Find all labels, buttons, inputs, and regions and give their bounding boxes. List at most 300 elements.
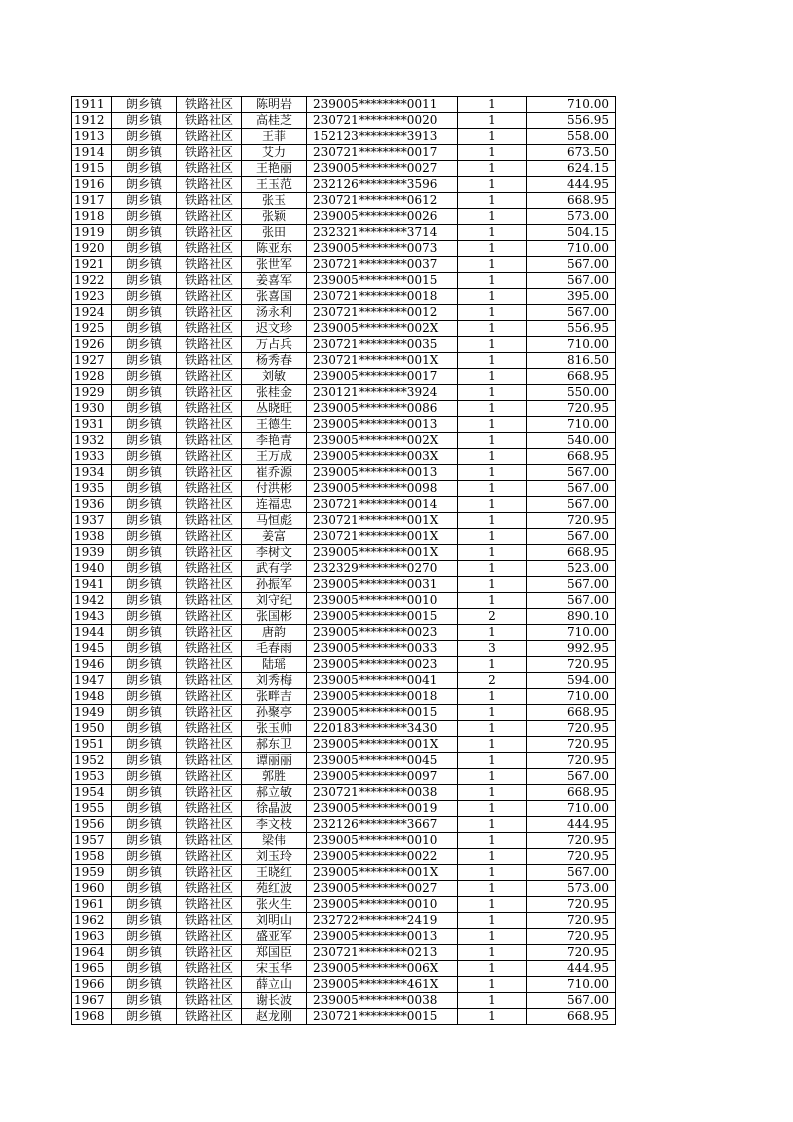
id-number-cell: 239005********0041 bbox=[307, 673, 458, 689]
town-cell: 朗乡镇 bbox=[112, 913, 177, 929]
person-name-cell: 陈亚东 bbox=[242, 241, 307, 257]
count-cell: 1 bbox=[458, 513, 527, 529]
id-number-cell: 230721********0020 bbox=[307, 113, 458, 129]
community-cell: 铁路社区 bbox=[177, 369, 242, 385]
count-cell: 1 bbox=[458, 865, 527, 881]
amount-cell: 720.95 bbox=[527, 721, 616, 737]
person-name-cell: 姜喜军 bbox=[242, 273, 307, 289]
id-number-cell: 239005********0023 bbox=[307, 657, 458, 673]
row-number-cell: 1933 bbox=[72, 449, 112, 465]
id-number-cell: 232722********2419 bbox=[307, 913, 458, 929]
table-row bbox=[72, 273, 616, 289]
roster-table bbox=[71, 96, 616, 1025]
id-number-cell: 230721********0037 bbox=[307, 257, 458, 273]
row-number-cell: 1951 bbox=[72, 737, 112, 753]
town-cell: 朗乡镇 bbox=[112, 417, 177, 433]
amount-cell: 720.95 bbox=[527, 657, 616, 673]
table-body bbox=[72, 97, 616, 1025]
town-cell: 朗乡镇 bbox=[112, 305, 177, 321]
amount-cell: 444.95 bbox=[527, 817, 616, 833]
amount-cell: 668.95 bbox=[527, 705, 616, 721]
person-name-cell: 李艳青 bbox=[242, 433, 307, 449]
count-cell: 1 bbox=[458, 993, 527, 1009]
amount-cell: 567.00 bbox=[527, 529, 616, 545]
community-cell: 铁路社区 bbox=[177, 577, 242, 593]
town-cell: 朗乡镇 bbox=[112, 625, 177, 641]
amount-cell: 573.00 bbox=[527, 881, 616, 897]
row-number-cell: 1923 bbox=[72, 289, 112, 305]
table-row bbox=[72, 609, 616, 625]
id-number-cell: 239005********0018 bbox=[307, 689, 458, 705]
amount-cell: 720.95 bbox=[527, 913, 616, 929]
town-cell: 朗乡镇 bbox=[112, 641, 177, 657]
id-number-cell: 239005********001X bbox=[307, 545, 458, 561]
amount-cell: 567.00 bbox=[527, 305, 616, 321]
town-cell: 朗乡镇 bbox=[112, 961, 177, 977]
row-number-cell: 1914 bbox=[72, 145, 112, 161]
row-number-cell: 1947 bbox=[72, 673, 112, 689]
amount-cell: 540.00 bbox=[527, 433, 616, 449]
amount-cell: 710.00 bbox=[527, 801, 616, 817]
id-number-cell: 239005********002X bbox=[307, 433, 458, 449]
amount-cell: 720.95 bbox=[527, 945, 616, 961]
row-number-cell: 1960 bbox=[72, 881, 112, 897]
community-cell: 铁路社区 bbox=[177, 801, 242, 817]
community-cell: 铁路社区 bbox=[177, 977, 242, 993]
amount-cell: 556.95 bbox=[527, 113, 616, 129]
person-name-cell: 陈明岩 bbox=[242, 97, 307, 113]
amount-cell: 710.00 bbox=[527, 97, 616, 113]
community-cell: 铁路社区 bbox=[177, 241, 242, 257]
town-cell: 朗乡镇 bbox=[112, 129, 177, 145]
count-cell: 1 bbox=[458, 353, 527, 369]
count-cell: 2 bbox=[458, 673, 527, 689]
amount-cell: 668.95 bbox=[527, 193, 616, 209]
table-row bbox=[72, 721, 616, 737]
table-row bbox=[72, 561, 616, 577]
amount-cell: 890.10 bbox=[527, 609, 616, 625]
row-number-cell: 1968 bbox=[72, 1009, 112, 1025]
count-cell: 1 bbox=[458, 929, 527, 945]
id-number-cell: 239005********0073 bbox=[307, 241, 458, 257]
table-row bbox=[72, 1009, 616, 1025]
table-row bbox=[72, 465, 616, 481]
community-cell: 铁路社区 bbox=[177, 449, 242, 465]
id-number-cell: 230721********0035 bbox=[307, 337, 458, 353]
id-number-cell: 239005********0015 bbox=[307, 705, 458, 721]
id-number-cell: 230721********001X bbox=[307, 353, 458, 369]
id-number-cell: 230721********0015 bbox=[307, 1009, 458, 1025]
table-row bbox=[72, 497, 616, 513]
person-name-cell: 刘秀梅 bbox=[242, 673, 307, 689]
community-cell: 铁路社区 bbox=[177, 753, 242, 769]
community-cell: 铁路社区 bbox=[177, 961, 242, 977]
count-cell: 1 bbox=[458, 945, 527, 961]
row-number-cell: 1939 bbox=[72, 545, 112, 561]
town-cell: 朗乡镇 bbox=[112, 897, 177, 913]
amount-cell: 668.95 bbox=[527, 785, 616, 801]
count-cell: 1 bbox=[458, 145, 527, 161]
table-row bbox=[72, 225, 616, 241]
community-cell: 铁路社区 bbox=[177, 305, 242, 321]
amount-cell: 558.00 bbox=[527, 129, 616, 145]
community-cell: 铁路社区 bbox=[177, 881, 242, 897]
amount-cell: 720.95 bbox=[527, 833, 616, 849]
table-row bbox=[72, 305, 616, 321]
table-row bbox=[72, 257, 616, 273]
table-row bbox=[72, 193, 616, 209]
row-number-cell: 1919 bbox=[72, 225, 112, 241]
person-name-cell: 郭胜 bbox=[242, 769, 307, 785]
town-cell: 朗乡镇 bbox=[112, 1009, 177, 1025]
person-name-cell: 刘守纪 bbox=[242, 593, 307, 609]
amount-cell: 550.00 bbox=[527, 385, 616, 401]
town-cell: 朗乡镇 bbox=[112, 721, 177, 737]
id-number-cell: 232329********0270 bbox=[307, 561, 458, 577]
count-cell: 1 bbox=[458, 449, 527, 465]
town-cell: 朗乡镇 bbox=[112, 465, 177, 481]
table-row bbox=[72, 529, 616, 545]
row-number-cell: 1913 bbox=[72, 129, 112, 145]
count-cell: 1 bbox=[458, 161, 527, 177]
amount-cell: 567.00 bbox=[527, 593, 616, 609]
town-cell: 朗乡镇 bbox=[112, 881, 177, 897]
community-cell: 铁路社区 bbox=[177, 193, 242, 209]
row-number-cell: 1922 bbox=[72, 273, 112, 289]
town-cell: 朗乡镇 bbox=[112, 705, 177, 721]
town-cell: 朗乡镇 bbox=[112, 97, 177, 113]
id-number-cell: 239005********0023 bbox=[307, 625, 458, 641]
row-number-cell: 1911 bbox=[72, 97, 112, 113]
id-number-cell: 239005********0017 bbox=[307, 369, 458, 385]
row-number-cell: 1966 bbox=[72, 977, 112, 993]
count-cell: 1 bbox=[458, 977, 527, 993]
count-cell: 1 bbox=[458, 689, 527, 705]
town-cell: 朗乡镇 bbox=[112, 689, 177, 705]
amount-cell: 668.95 bbox=[527, 1009, 616, 1025]
count-cell: 1 bbox=[458, 897, 527, 913]
community-cell: 铁路社区 bbox=[177, 433, 242, 449]
table-row bbox=[72, 417, 616, 433]
table-row bbox=[72, 513, 616, 529]
id-number-cell: 239005********0038 bbox=[307, 993, 458, 1009]
id-number-cell: 152123********3913 bbox=[307, 129, 458, 145]
person-name-cell: 万占兵 bbox=[242, 337, 307, 353]
id-number-cell: 239005********006X bbox=[307, 961, 458, 977]
community-cell: 铁路社区 bbox=[177, 321, 242, 337]
table-row bbox=[72, 833, 616, 849]
community-cell: 铁路社区 bbox=[177, 897, 242, 913]
person-name-cell: 刘玉玲 bbox=[242, 849, 307, 865]
id-number-cell: 230721********0612 bbox=[307, 193, 458, 209]
table-row bbox=[72, 817, 616, 833]
row-number-cell: 1942 bbox=[72, 593, 112, 609]
person-name-cell: 赵龙刚 bbox=[242, 1009, 307, 1025]
town-cell: 朗乡镇 bbox=[112, 785, 177, 801]
person-name-cell: 付洪彬 bbox=[242, 481, 307, 497]
id-number-cell: 239005********0098 bbox=[307, 481, 458, 497]
town-cell: 朗乡镇 bbox=[112, 529, 177, 545]
count-cell: 1 bbox=[458, 433, 527, 449]
row-number-cell: 1912 bbox=[72, 113, 112, 129]
community-cell: 铁路社区 bbox=[177, 673, 242, 689]
town-cell: 朗乡镇 bbox=[112, 289, 177, 305]
id-number-cell: 220183********3430 bbox=[307, 721, 458, 737]
table-row bbox=[72, 785, 616, 801]
row-number-cell: 1938 bbox=[72, 529, 112, 545]
person-name-cell: 孙振军 bbox=[242, 577, 307, 593]
id-number-cell: 232321********3714 bbox=[307, 225, 458, 241]
community-cell: 铁路社区 bbox=[177, 593, 242, 609]
table-row bbox=[72, 177, 616, 193]
town-cell: 朗乡镇 bbox=[112, 673, 177, 689]
count-cell: 1 bbox=[458, 721, 527, 737]
amount-cell: 673.50 bbox=[527, 145, 616, 161]
id-number-cell: 239005********0086 bbox=[307, 401, 458, 417]
town-cell: 朗乡镇 bbox=[112, 801, 177, 817]
count-cell: 1 bbox=[458, 193, 527, 209]
person-name-cell: 张玉帅 bbox=[242, 721, 307, 737]
row-number-cell: 1955 bbox=[72, 801, 112, 817]
row-number-cell: 1918 bbox=[72, 209, 112, 225]
table-row bbox=[72, 929, 616, 945]
count-cell: 1 bbox=[458, 225, 527, 241]
id-number-cell: 239005********0010 bbox=[307, 833, 458, 849]
count-cell: 1 bbox=[458, 577, 527, 593]
row-number-cell: 1934 bbox=[72, 465, 112, 481]
count-cell: 1 bbox=[458, 305, 527, 321]
table-row bbox=[72, 353, 616, 369]
row-number-cell: 1965 bbox=[72, 961, 112, 977]
id-number-cell: 239005********0097 bbox=[307, 769, 458, 785]
town-cell: 朗乡镇 bbox=[112, 113, 177, 129]
community-cell: 铁路社区 bbox=[177, 929, 242, 945]
community-cell: 铁路社区 bbox=[177, 769, 242, 785]
row-number-cell: 1948 bbox=[72, 689, 112, 705]
table-row bbox=[72, 801, 616, 817]
count-cell: 1 bbox=[458, 321, 527, 337]
person-name-cell: 谭丽丽 bbox=[242, 753, 307, 769]
town-cell: 朗乡镇 bbox=[112, 657, 177, 673]
id-number-cell: 239005********0027 bbox=[307, 881, 458, 897]
person-name-cell: 唐韵 bbox=[242, 625, 307, 641]
amount-cell: 567.00 bbox=[527, 481, 616, 497]
row-number-cell: 1967 bbox=[72, 993, 112, 1009]
amount-cell: 567.00 bbox=[527, 497, 616, 513]
count-cell: 1 bbox=[458, 369, 527, 385]
community-cell: 铁路社区 bbox=[177, 705, 242, 721]
row-number-cell: 1958 bbox=[72, 849, 112, 865]
row-number-cell: 1931 bbox=[72, 417, 112, 433]
table-row bbox=[72, 897, 616, 913]
town-cell: 朗乡镇 bbox=[112, 561, 177, 577]
table-row bbox=[72, 401, 616, 417]
table-row bbox=[72, 209, 616, 225]
amount-cell: 668.95 bbox=[527, 545, 616, 561]
row-number-cell: 1957 bbox=[72, 833, 112, 849]
person-name-cell: 王德生 bbox=[242, 417, 307, 433]
count-cell: 1 bbox=[458, 881, 527, 897]
town-cell: 朗乡镇 bbox=[112, 321, 177, 337]
table-row bbox=[72, 849, 616, 865]
count-cell: 1 bbox=[458, 113, 527, 129]
id-number-cell: 239005********0013 bbox=[307, 465, 458, 481]
count-cell: 1 bbox=[458, 465, 527, 481]
table-row bbox=[72, 657, 616, 673]
community-cell: 铁路社区 bbox=[177, 465, 242, 481]
count-cell: 1 bbox=[458, 273, 527, 289]
id-number-cell: 239005********002X bbox=[307, 321, 458, 337]
person-name-cell: 武有学 bbox=[242, 561, 307, 577]
town-cell: 朗乡镇 bbox=[112, 865, 177, 881]
table-row bbox=[72, 97, 616, 113]
table-row bbox=[72, 129, 616, 145]
community-cell: 铁路社区 bbox=[177, 225, 242, 241]
row-number-cell: 1953 bbox=[72, 769, 112, 785]
amount-cell: 395.00 bbox=[527, 289, 616, 305]
table-row bbox=[72, 385, 616, 401]
row-number-cell: 1928 bbox=[72, 369, 112, 385]
table-row bbox=[72, 753, 616, 769]
person-name-cell: 王万成 bbox=[242, 449, 307, 465]
community-cell: 铁路社区 bbox=[177, 817, 242, 833]
amount-cell: 710.00 bbox=[527, 689, 616, 705]
community-cell: 铁路社区 bbox=[177, 529, 242, 545]
person-name-cell: 郝东卫 bbox=[242, 737, 307, 753]
person-name-cell: 王晓红 bbox=[242, 865, 307, 881]
table-row bbox=[72, 161, 616, 177]
person-name-cell: 高桂芝 bbox=[242, 113, 307, 129]
id-number-cell: 239005********0027 bbox=[307, 161, 458, 177]
row-number-cell: 1941 bbox=[72, 577, 112, 593]
table-row bbox=[72, 113, 616, 129]
table-row bbox=[72, 625, 616, 641]
count-cell: 1 bbox=[458, 209, 527, 225]
row-number-cell: 1963 bbox=[72, 929, 112, 945]
id-number-cell: 239005********0011 bbox=[307, 97, 458, 113]
person-name-cell: 李树文 bbox=[242, 545, 307, 561]
table-row bbox=[72, 449, 616, 465]
count-cell: 1 bbox=[458, 913, 527, 929]
count-cell: 1 bbox=[458, 705, 527, 721]
count-cell: 1 bbox=[458, 849, 527, 865]
row-number-cell: 1962 bbox=[72, 913, 112, 929]
id-number-cell: 239005********0013 bbox=[307, 417, 458, 433]
row-number-cell: 1944 bbox=[72, 625, 112, 641]
community-cell: 铁路社区 bbox=[177, 177, 242, 193]
id-number-cell: 230121********3924 bbox=[307, 385, 458, 401]
town-cell: 朗乡镇 bbox=[112, 833, 177, 849]
person-name-cell: 谢长波 bbox=[242, 993, 307, 1009]
community-cell: 铁路社区 bbox=[177, 721, 242, 737]
person-name-cell: 苑红波 bbox=[242, 881, 307, 897]
town-cell: 朗乡镇 bbox=[112, 369, 177, 385]
amount-cell: 720.95 bbox=[527, 897, 616, 913]
person-name-cell: 郝立敏 bbox=[242, 785, 307, 801]
count-cell: 1 bbox=[458, 257, 527, 273]
table-row bbox=[72, 481, 616, 497]
id-number-cell: 230721********001X bbox=[307, 513, 458, 529]
town-cell: 朗乡镇 bbox=[112, 449, 177, 465]
town-cell: 朗乡镇 bbox=[112, 945, 177, 961]
person-name-cell: 王艳丽 bbox=[242, 161, 307, 177]
table-row bbox=[72, 865, 616, 881]
id-number-cell: 239005********001X bbox=[307, 737, 458, 753]
town-cell: 朗乡镇 bbox=[112, 737, 177, 753]
amount-cell: 710.00 bbox=[527, 625, 616, 641]
community-cell: 铁路社区 bbox=[177, 497, 242, 513]
town-cell: 朗乡镇 bbox=[112, 993, 177, 1009]
amount-cell: 668.95 bbox=[527, 369, 616, 385]
id-number-cell: 232126********3596 bbox=[307, 177, 458, 193]
community-cell: 铁路社区 bbox=[177, 417, 242, 433]
person-name-cell: 毛春雨 bbox=[242, 641, 307, 657]
row-number-cell: 1937 bbox=[72, 513, 112, 529]
count-cell: 1 bbox=[458, 753, 527, 769]
town-cell: 朗乡镇 bbox=[112, 433, 177, 449]
row-number-cell: 1935 bbox=[72, 481, 112, 497]
town-cell: 朗乡镇 bbox=[112, 577, 177, 593]
town-cell: 朗乡镇 bbox=[112, 177, 177, 193]
table-row bbox=[72, 577, 616, 593]
person-name-cell: 孙聚亭 bbox=[242, 705, 307, 721]
count-cell: 1 bbox=[458, 417, 527, 433]
person-name-cell: 刘敏 bbox=[242, 369, 307, 385]
town-cell: 朗乡镇 bbox=[112, 353, 177, 369]
community-cell: 铁路社区 bbox=[177, 849, 242, 865]
town-cell: 朗乡镇 bbox=[112, 977, 177, 993]
amount-cell: 567.00 bbox=[527, 257, 616, 273]
table-row bbox=[72, 433, 616, 449]
row-number-cell: 1940 bbox=[72, 561, 112, 577]
community-cell: 铁路社区 bbox=[177, 337, 242, 353]
count-cell: 1 bbox=[458, 129, 527, 145]
count-cell: 1 bbox=[458, 785, 527, 801]
community-cell: 铁路社区 bbox=[177, 385, 242, 401]
id-number-cell: 239005********0015 bbox=[307, 273, 458, 289]
amount-cell: 992.95 bbox=[527, 641, 616, 657]
amount-cell: 594.00 bbox=[527, 673, 616, 689]
table-row bbox=[72, 369, 616, 385]
person-name-cell: 连福忠 bbox=[242, 497, 307, 513]
row-number-cell: 1943 bbox=[72, 609, 112, 625]
person-name-cell: 姜富 bbox=[242, 529, 307, 545]
person-name-cell: 王玉范 bbox=[242, 177, 307, 193]
count-cell: 1 bbox=[458, 833, 527, 849]
row-number-cell: 1954 bbox=[72, 785, 112, 801]
table-row bbox=[72, 945, 616, 961]
person-name-cell: 徐晶波 bbox=[242, 801, 307, 817]
table-row bbox=[72, 673, 616, 689]
person-name-cell: 张国彬 bbox=[242, 609, 307, 625]
amount-cell: 720.95 bbox=[527, 753, 616, 769]
community-cell: 铁路社区 bbox=[177, 513, 242, 529]
table-row bbox=[72, 961, 616, 977]
person-name-cell: 杨秀春 bbox=[242, 353, 307, 369]
count-cell: 1 bbox=[458, 817, 527, 833]
community-cell: 铁路社区 bbox=[177, 481, 242, 497]
id-number-cell: 239005********003X bbox=[307, 449, 458, 465]
amount-cell: 444.95 bbox=[527, 961, 616, 977]
count-cell: 1 bbox=[458, 289, 527, 305]
id-number-cell: 232126********3667 bbox=[307, 817, 458, 833]
amount-cell: 710.00 bbox=[527, 337, 616, 353]
table-row bbox=[72, 289, 616, 305]
row-number-cell: 1950 bbox=[72, 721, 112, 737]
town-cell: 朗乡镇 bbox=[112, 225, 177, 241]
row-number-cell: 1916 bbox=[72, 177, 112, 193]
community-cell: 铁路社区 bbox=[177, 913, 242, 929]
